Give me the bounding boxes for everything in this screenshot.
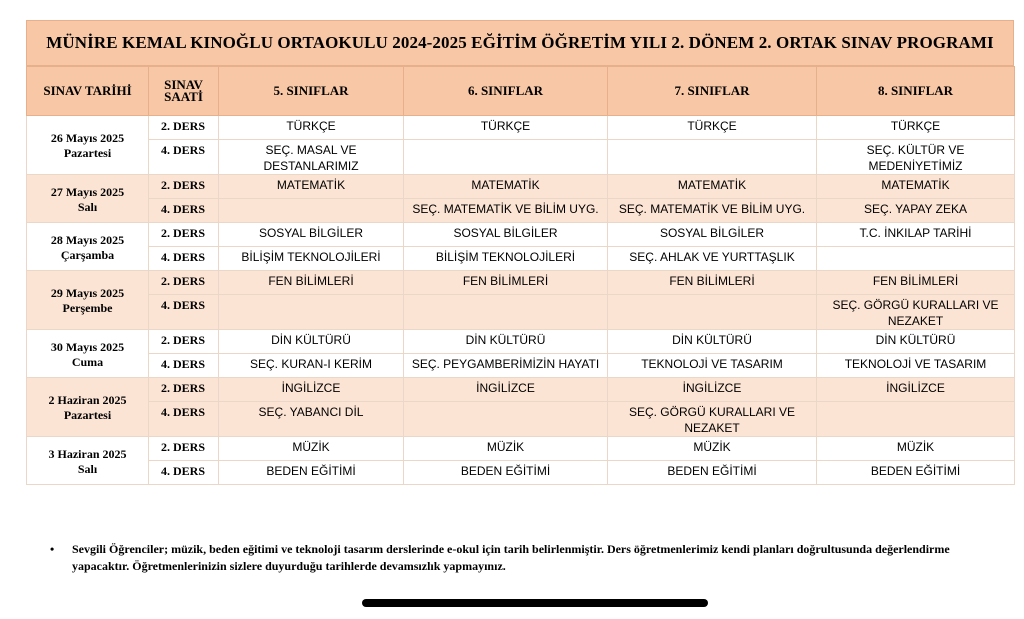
exam-date: 26 Mayıs 2025 (50, 131, 125, 145)
exam-weekday: Pazartesi (63, 146, 112, 160)
exam-date-cell (27, 271, 149, 330)
exam-weekday: Pazartesi (63, 408, 112, 422)
exam-subject: SOSYAL BİLGİLER (404, 223, 608, 247)
exam-date-cell (27, 175, 149, 223)
table-row (27, 271, 1015, 295)
exam-subject: DİN KÜLTÜRÜ (817, 330, 1015, 354)
exam-subject (817, 402, 1015, 437)
exam-date-cell (27, 223, 149, 271)
exam-subject: SOSYAL BİLGİLER (219, 223, 404, 247)
exam-date-cell (27, 378, 149, 437)
exam-date: 2 Haziran 2025 (48, 393, 127, 407)
exam-subject: FEN BİLİMLERİ (817, 271, 1015, 295)
exam-subject: TEKNOLOJİ VE TASARIM (817, 354, 1015, 378)
exam-subject: FEN BİLİMLERİ (219, 271, 404, 295)
exam-hour: 2. DERS (149, 116, 219, 140)
exam-subject: T.C. İNKILAP TARİHİ (817, 223, 1015, 247)
exam-subject: MATEMATİK (608, 175, 817, 199)
header-grade-7: 7. SINIFLAR (608, 67, 817, 116)
exam-date-cell (27, 437, 149, 485)
table-row (27, 437, 1015, 461)
exam-hour: 4. DERS (149, 354, 219, 378)
exam-date: 27 Mayıs 2025 (50, 184, 125, 199)
exam-subject: TÜRKÇE (817, 116, 1015, 140)
table-row (27, 461, 1015, 485)
exam-subject: SEÇ. AHLAK VE YURTTAŞLIK (608, 247, 817, 271)
exam-hour: 4. DERS (149, 140, 219, 175)
exam-subject: SEÇ. MASAL VE DESTANLARIMIZ (219, 140, 404, 175)
exam-subject: TEKNOLOJİ VE TASARIM (608, 354, 817, 378)
exam-subject: MATEMATİK (219, 175, 404, 199)
exam-date: 29 Mayıs 2025 (50, 286, 125, 300)
exam-hour: 2. DERS (149, 271, 219, 295)
exam-subject: SEÇ. KÜLTÜR VE MEDENİYETİMİZ (817, 140, 1015, 175)
exam-subject (404, 295, 608, 330)
header-grade-8: 8. SINIFLAR (817, 67, 1015, 116)
exam-subject: TÜRKÇE (219, 116, 404, 140)
exam-subject: TÜRKÇE (608, 116, 817, 140)
exam-weekday: Çarşamba (60, 247, 115, 262)
exam-date: 3 Haziran 2025 (48, 446, 127, 461)
table-row (27, 402, 1015, 437)
exam-subject: DİN KÜLTÜRÜ (219, 330, 404, 354)
exam-subject (404, 140, 608, 175)
exam-subject: İNGİLİZCE (608, 378, 817, 402)
exam-subject: BEDEN EĞİTİMİ (404, 461, 608, 485)
header-grade-6: 6. SINIFLAR (404, 67, 608, 116)
exam-subject: SEÇ. KURAN-I KERİM (219, 354, 404, 378)
exam-hour: 2. DERS (149, 378, 219, 402)
exam-subject: İNGİLİZCE (817, 378, 1015, 402)
schedule-title: MÜNİRE KEMAL KINOĞLU ORTAOKULU 2024-2025 EĞİTİM ÖĞRETİM YILI 2. DÖNEM 2. ORTAK SINAV PROGRAMI (26, 20, 1014, 66)
table-row (27, 378, 1015, 402)
exam-subject (219, 295, 404, 330)
exam-subject: DİN KÜLTÜRÜ (404, 330, 608, 354)
exam-subject (608, 140, 817, 175)
exam-subject (817, 247, 1015, 271)
exam-subject: SEÇ. YABANCI DİL (219, 402, 404, 437)
exam-subject: SEÇ. YAPAY ZEKA (817, 199, 1015, 223)
table-row (27, 199, 1015, 223)
exam-subject: MATEMATİK (404, 175, 608, 199)
exam-subject: FEN BİLİMLERİ (404, 271, 608, 295)
exam-weekday: Cuma (71, 354, 104, 369)
exam-subject: MÜZİK (817, 437, 1015, 461)
header-grade-5: 5. SINIFLAR (219, 67, 404, 116)
home-indicator[interactable] (362, 599, 708, 607)
exam-hour: 4. DERS (149, 402, 219, 437)
exam-hour: 4. DERS (149, 199, 219, 223)
exam-subject: SOSYAL BİLGİLER (608, 223, 817, 247)
exam-hour: 4. DERS (149, 295, 219, 330)
exam-hour: 4. DERS (149, 461, 219, 485)
exam-date-cell (27, 116, 149, 175)
exam-subject: SEÇ. PEYGAMBERİMİZİN HAYATI (404, 354, 608, 378)
exam-subject: BEDEN EĞİTİMİ (817, 461, 1015, 485)
header-date: SINAV TARİHİ (27, 67, 149, 116)
exam-subject: BİLİŞİM TEKNOLOJİLERİ (219, 247, 404, 271)
header-row (27, 67, 1015, 116)
exam-weekday: Salı (77, 199, 98, 214)
exam-date: 28 Mayıs 2025 (50, 232, 125, 247)
exam-subject: BEDEN EĞİTİMİ (608, 461, 817, 485)
exam-subject: BİLİŞİM TEKNOLOJİLERİ (404, 247, 608, 271)
exam-subject: FEN BİLİMLERİ (608, 271, 817, 295)
table-row (27, 140, 1015, 175)
exam-date: 30 Mayıs 2025 (50, 339, 125, 354)
table-row (27, 116, 1015, 140)
table-row (27, 330, 1015, 354)
table-row (27, 247, 1015, 271)
exam-schedule (26, 20, 1014, 485)
exam-subject: MÜZİK (404, 437, 608, 461)
exam-subject: SEÇ. MATEMATİK VE BİLİM UYG. (404, 199, 608, 223)
exam-hour: 4. DERS (149, 247, 219, 271)
exam-subject: SEÇ. GÖRGÜ KURALLARI VE NEZAKET (817, 295, 1015, 330)
table-row (27, 223, 1015, 247)
exam-weekday: Salı (77, 461, 98, 476)
exam-subject (608, 295, 817, 330)
student-note (50, 541, 1000, 575)
exam-hour: 2. DERS (149, 437, 219, 461)
exam-subject: DİN KÜLTÜRÜ (608, 330, 817, 354)
exam-subject: BEDEN EĞİTİMİ (219, 461, 404, 485)
note-text: Sevgili Öğrenciler; müzik, beden eğitimi ve teknoloji tasarım derslerinde e-okul için tarih belirlenmiştir. Ders öğretmenlerimiz kendi planları doğrultusunda değerlendirme yapacaktır. Öğretmenlerinizin sizlere duyurduğu tarihlerde devamsızlık yapmayınız. (72, 542, 950, 573)
exam-hour: 2. DERS (149, 223, 219, 247)
exam-subject: İNGİLİZCE (404, 378, 608, 402)
exam-subject: MATEMATİK (817, 175, 1015, 199)
exam-subject: MÜZİK (219, 437, 404, 461)
exam-subject: MÜZİK (608, 437, 817, 461)
table-row (27, 295, 1015, 330)
exam-subject: SEÇ. MATEMATİK VE BİLİM UYG. (608, 199, 817, 223)
exam-hour: 2. DERS (149, 175, 219, 199)
exam-subject: TÜRKÇE (404, 116, 608, 140)
exam-subject (219, 199, 404, 223)
exam-date-cell (27, 330, 149, 378)
exam-subject: İNGİLİZCE (219, 378, 404, 402)
header-hour: SINAV SAATİ (149, 67, 219, 116)
table-row (27, 175, 1015, 199)
table-row (27, 354, 1015, 378)
bullet-icon: • (50, 542, 55, 556)
schedule-table (26, 66, 1015, 485)
exam-subject: SEÇ. GÖRGÜ KURALLARI VE NEZAKET (608, 402, 817, 437)
exam-subject (404, 402, 608, 437)
exam-hour: 2. DERS (149, 330, 219, 354)
exam-weekday: Perşembe (62, 301, 113, 315)
